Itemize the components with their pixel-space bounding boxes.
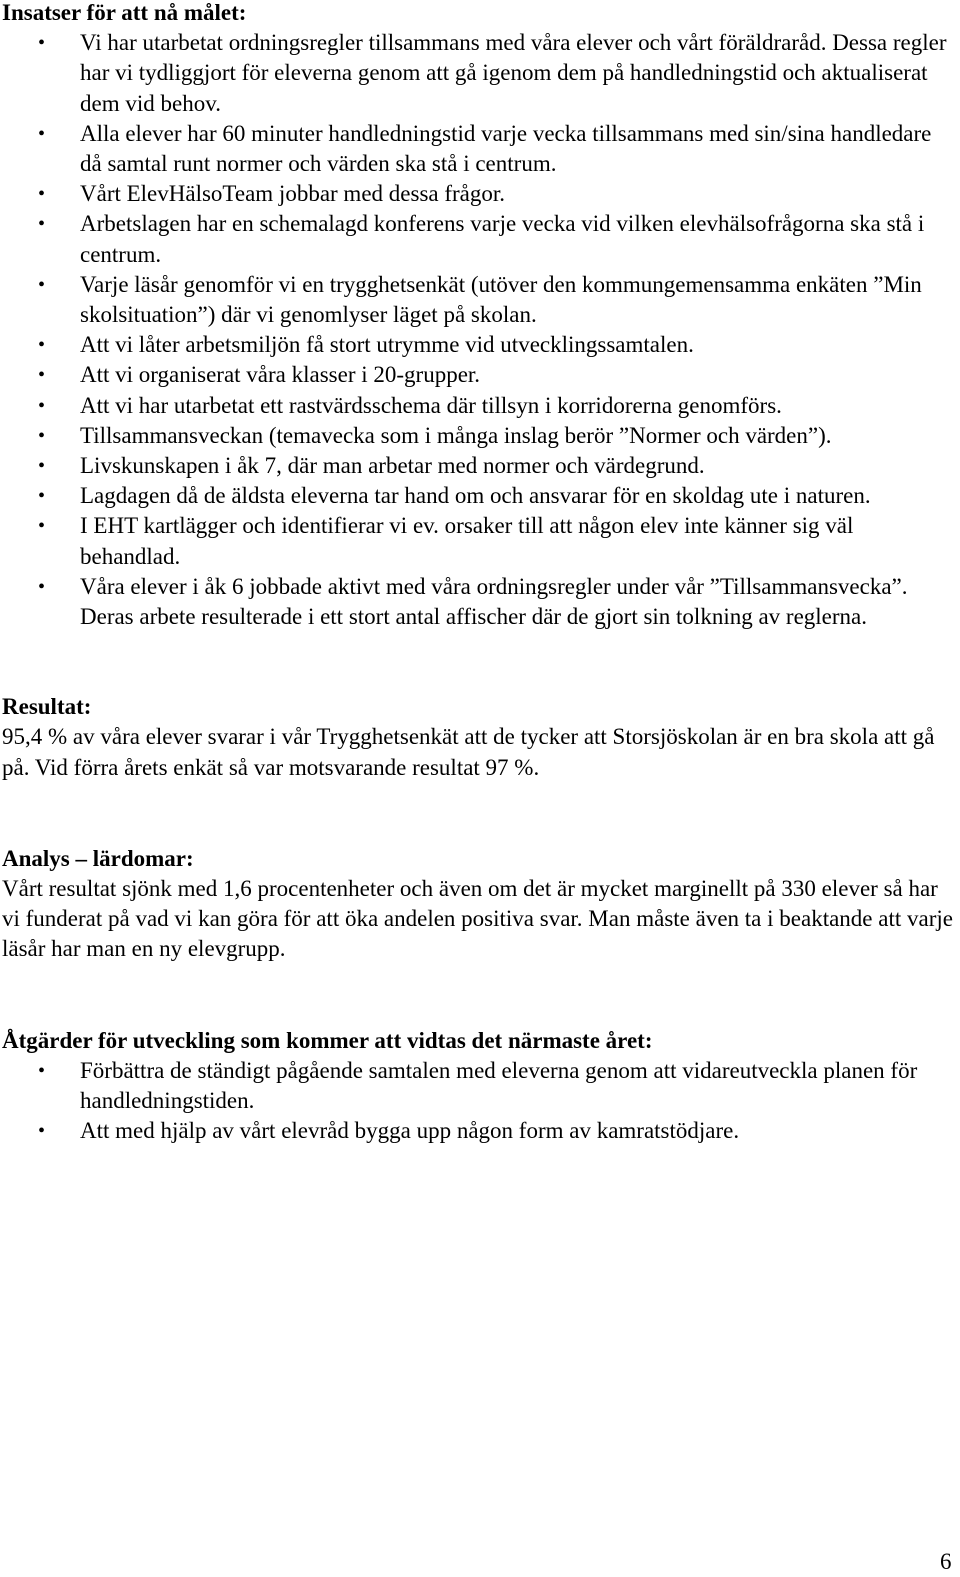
list-item-text: Livskunskapen i åk 7, där man arbetar med normer och värdegrund. (80, 453, 705, 479)
bullet-icon: • (38, 122, 46, 145)
list-item (2, 511, 958, 571)
list-item-text: I EHT kartlägger och identifierar vi ev. orsaker till att någon elev inte känner sig väl behandlad. (80, 513, 854, 569)
list-item (2, 270, 958, 330)
bullet-icon: • (38, 575, 46, 598)
bullet-icon: • (38, 394, 46, 417)
list-item-text: Att vi har utarbetat ett rastvärdsschema där tillsyn i korridorerna genomförs. (80, 392, 782, 418)
section-analys (2, 844, 958, 965)
section-spacer (2, 632, 958, 692)
list-item (2, 209, 958, 269)
list-item-text: Vi har utarbetat ordningsregler tillsammans med våra elever och vårt föräldraråd. Dessa regler har vi tydliggjort för eleverna genom att gå igenom dem på handledningstid och aktualiserat dem vid behov. (80, 30, 947, 116)
bullet-icon: • (38, 183, 46, 206)
atgarder-list (2, 1056, 958, 1147)
analys-paragraph: Vårt resultat sjönk med 1,6 procentenheter och även om det är mycket marginellt på 330 elever så har vi funderat på vad vi kan göra för att öka andelen positiva svar. Man måste även ta i beaktande att varje läsår har man en ny elevgrupp. (2, 876, 953, 962)
bullet-icon: • (38, 424, 46, 447)
bullet-icon: • (38, 1059, 46, 1082)
section-heading-insatser: Insatser för att nå målet: (2, 0, 247, 25)
bullet-icon: • (38, 515, 46, 538)
list-item-text: Varje läsår genomför vi en trygghetsenkät (utöver den kommungemensamma enkäten ”Min skolsituation”) där vi genomlyser läget på skolan. (80, 271, 922, 328)
list-item (2, 28, 958, 119)
page-number: 6 (940, 1549, 952, 1574)
list-item-text: Förbättra de ständigt pågående samtalen med eleverna genom att vidareutveckla planen för handledningstiden. (80, 1057, 918, 1114)
list-item-text: Att med hjälp av vårt elevråd bygga upp någon form av kamratstödjare. (80, 1118, 740, 1144)
bullet-icon: • (38, 455, 46, 478)
list-item (2, 481, 958, 511)
list-item-text: Att vi låter arbetsmiljön få stort utrymme vid utvecklingssamtalen. (80, 332, 694, 358)
section-heading-analys: Analys – lärdomar: (2, 845, 194, 871)
list-item (2, 572, 958, 632)
section-spacer (2, 965, 958, 1026)
list-item-text: Tillsammansveckan (temavecka som i många inslag berör ”Normer och värden”). (80, 422, 832, 448)
list-item-text: Våra elever i åk 6 jobbade aktivt med våra ordningsregler under vår ”Tillsammansvecka”. Deras arbete resulterade i ett stort antal affischer där de gjort sin tolkning av reglerna. (80, 573, 908, 630)
section-resultat (2, 692, 958, 783)
bullet-icon: • (38, 213, 46, 236)
list-item (2, 119, 958, 179)
list-item-text: Arbetslagen har en schemalagd konferens varje vecka vid vilken elevhälsofrågorna ska stå i centrum. (80, 211, 925, 267)
list-item (2, 330, 958, 360)
list-item (2, 421, 958, 451)
bullet-icon: • (38, 334, 46, 357)
bullet-icon: • (38, 273, 46, 296)
bullet-icon: • (38, 32, 46, 55)
list-item (2, 1116, 958, 1146)
list-item (2, 451, 958, 481)
section-heading-atgarder: Åtgärder för utveckling som kommer att vidtas det närmaste året: (2, 1027, 653, 1053)
list-item (2, 391, 958, 421)
list-item (2, 179, 958, 209)
insatser-list (2, 28, 958, 632)
list-item-text: Alla elever har 60 minuter handledningstid varje vecka tillsammans med sin/sina handledare då samtal runt normer och värden ska stå i centrum. (80, 120, 932, 177)
document-page (2, 0, 958, 1147)
bullet-icon: • (38, 1120, 46, 1143)
section-insatser (2, 0, 958, 632)
list-item (2, 1056, 958, 1116)
resultat-paragraph: 95,4 % av våra elever svarar i vår Trygghetsenkät att de tycker att Storsjöskolan är en bra skola att gå på. Vid förra årets enkät så var motsvarande resultat 97 %. (2, 724, 935, 780)
section-atgarder (2, 1026, 958, 1147)
bullet-icon: • (38, 485, 46, 508)
list-item (2, 360, 958, 390)
list-item-text: Att vi organiserat våra klasser i 20-grupper. (80, 362, 481, 388)
bullet-icon: • (38, 364, 46, 387)
section-spacer (2, 783, 958, 844)
list-item-text: Vårt ElevHälsoTeam jobbar med dessa frågor. (80, 181, 506, 207)
section-heading-resultat: Resultat: (2, 694, 92, 720)
list-item-text: Lagdagen då de äldsta eleverna tar hand om och ansvarar för en skoldag ute i naturen. (80, 483, 871, 509)
